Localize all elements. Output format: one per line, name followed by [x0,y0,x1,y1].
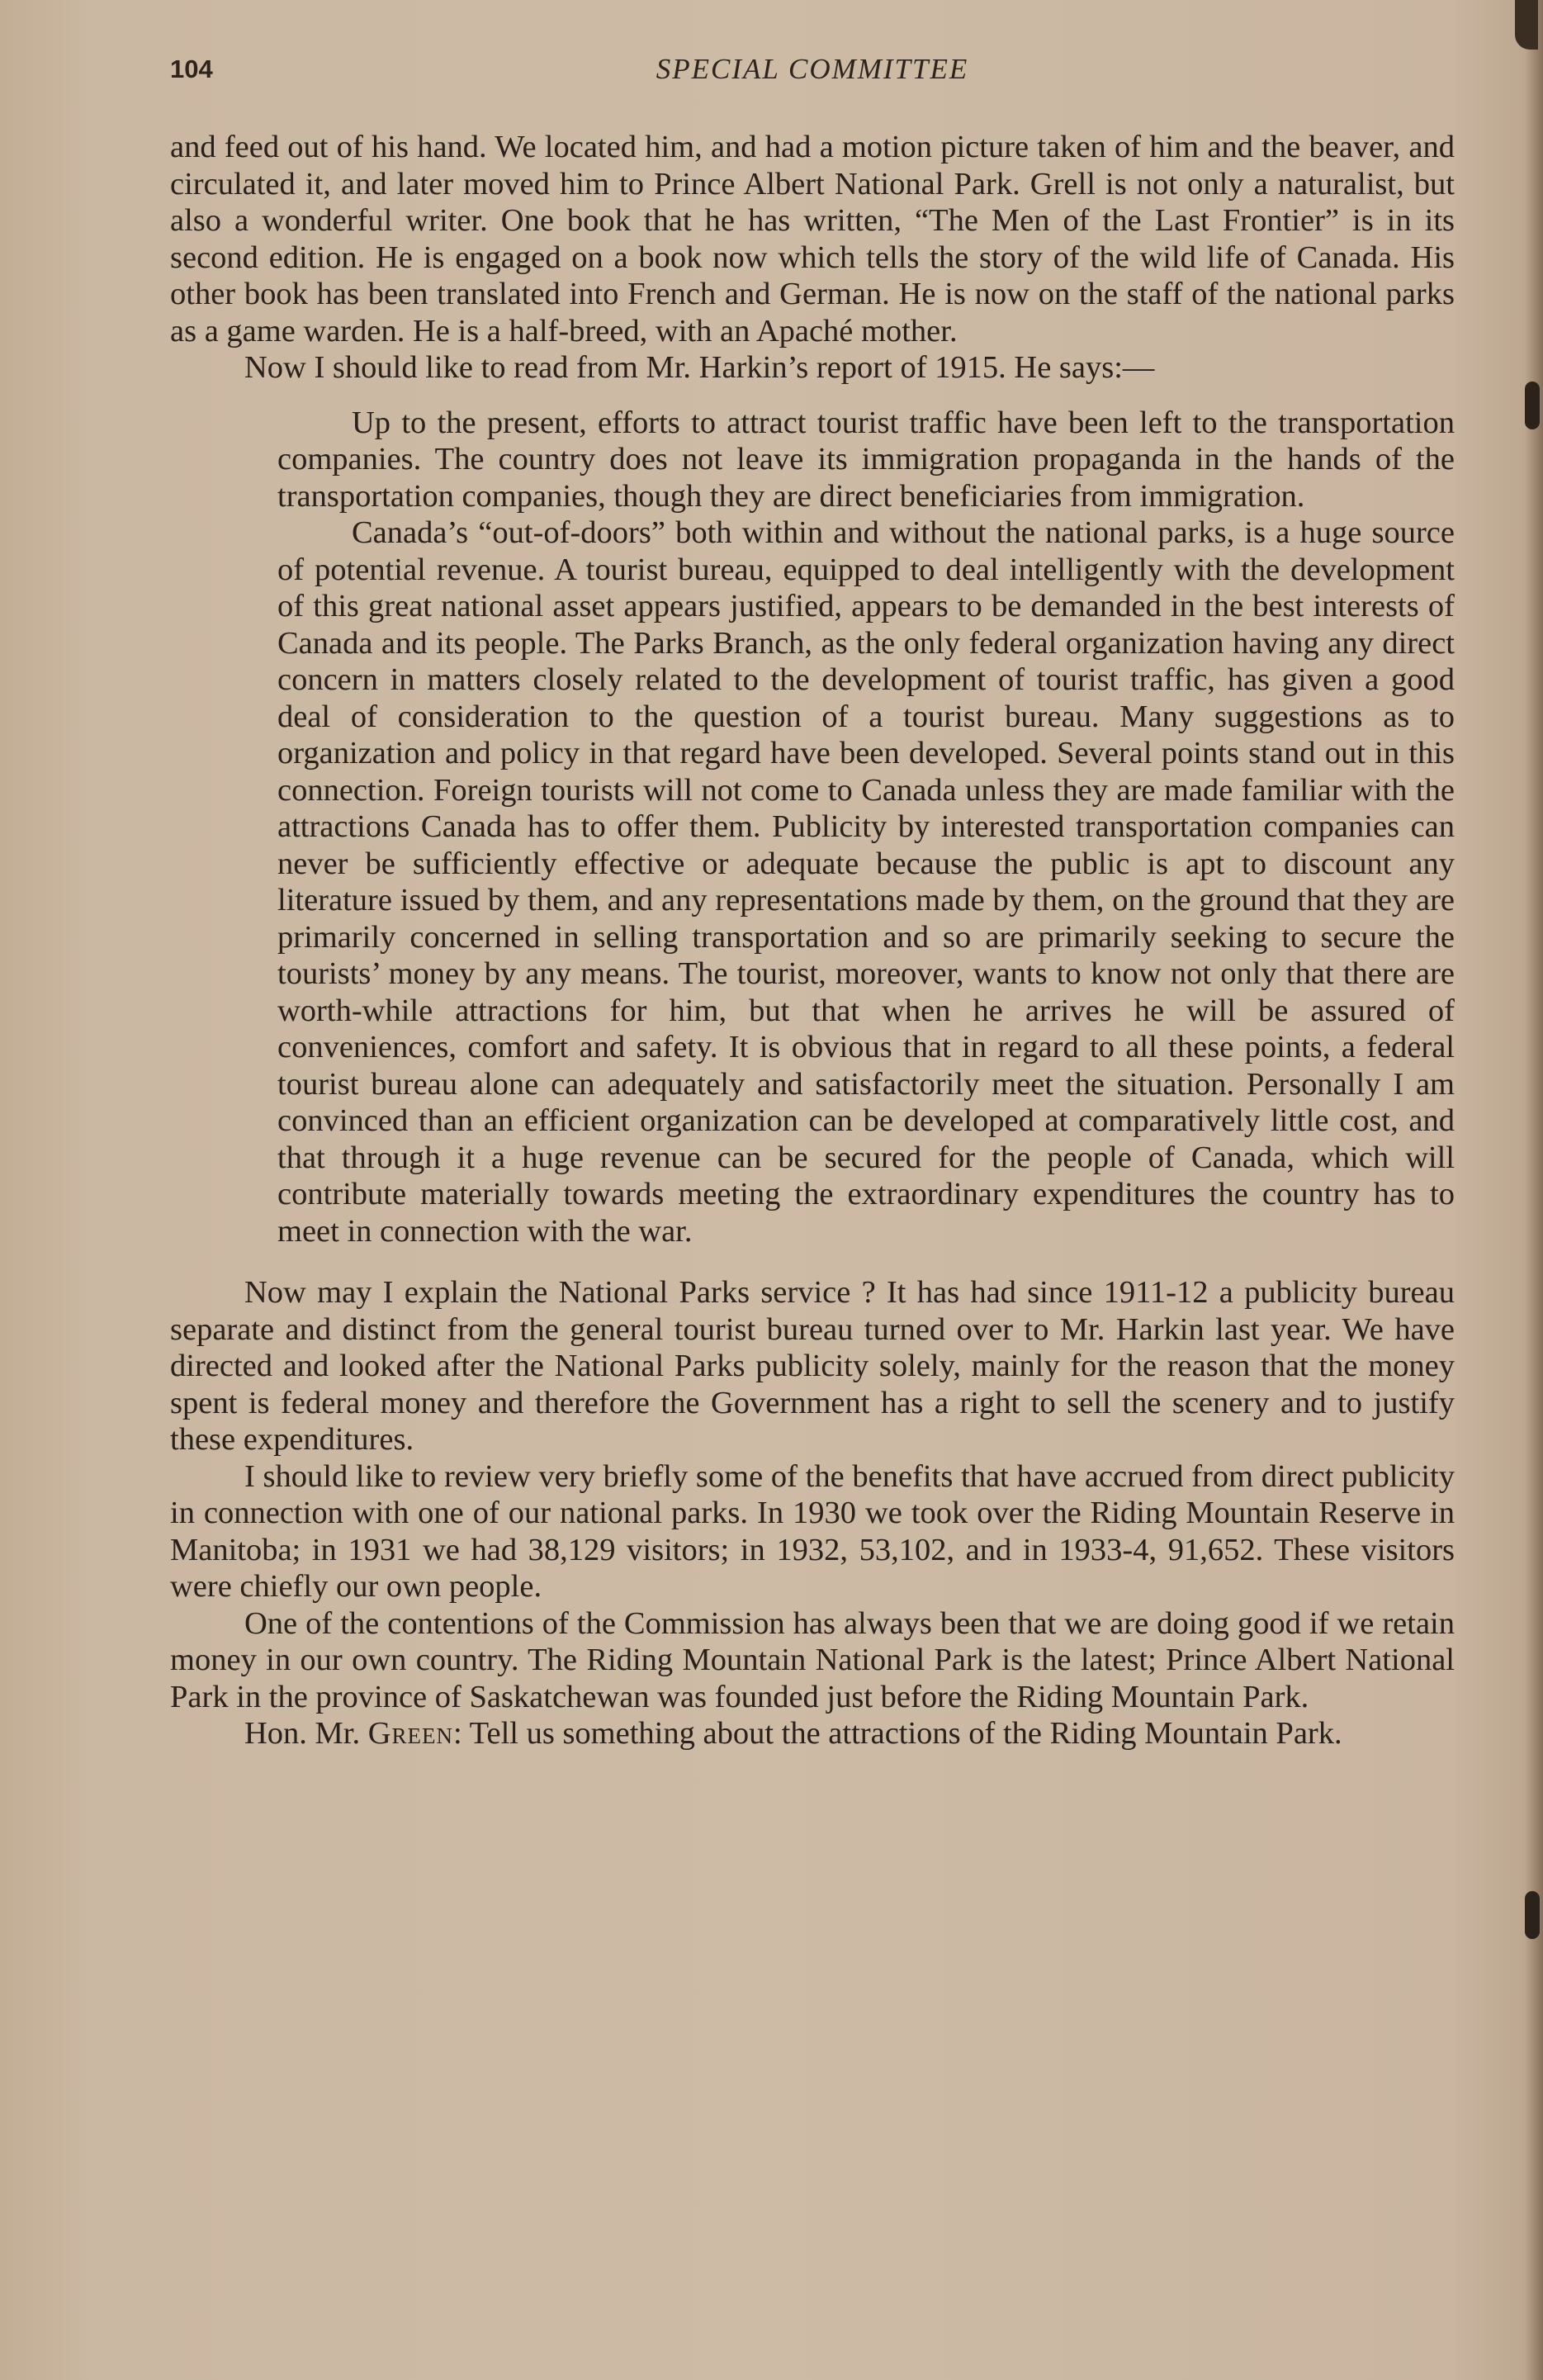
page-number: 104 [170,55,213,83]
page-header [170,51,1455,91]
paragraph-6 [170,1715,1455,1752]
paragraph-1: and feed out of his hand. We located him, and had a motion picture taken of him and the beaver, and circulated it, and later moved him to Prince Albert National Park. Grell is not only a naturalist, but also a wonderful writer. One book that he has written, “The Men of the Last Frontier” is in its second edition. He is engaged on a book now which tells the story of the wild life of Canada. His other book has been translated into French and German. He is now on the staff of the national parks as a game warden. He is a half-breed, with an Apaché mother. [170,130,1455,348]
page-body [170,129,1455,1752]
binding-hole-top [1525,382,1540,429]
page-edge-shadow [1525,0,1543,2380]
block-quote [277,405,1455,1250]
quote-paragraph-1: Up to the present, efforts to attract tourist traffic have been left to the transportation companies. The country does not leave its immigration propaganda in the hands of the transportation companies, though they are direct beneficiaries from immigration. [277,405,1455,514]
binding-hole-bottom [1525,1891,1540,1939]
paragraph-4: I should like to review very briefly some of the benefits that have accrued from direct publicity in connection with one of our national parks. In 1930 we took over the Riding Mountain Reserve in Manitoba; in 1931 we had 38,129 visitors; in 1932, 53,102, and in 1933-4, 91,652. These visitors were chiefly our own people. [170,1458,1455,1604]
binding-corner [1515,0,1538,50]
speaker-remark: : Tell us something about the attractions of the Riding Mountain Park. [453,1716,1342,1751]
paragraph-5: One of the contentions of the Commission has always been that we are doing good if we retain money in our own country. The Riding Mountain National Park is the latest; Prince Albert National Park in the province of Saskatchewan was founded just before the Riding Mountain Park. [170,1605,1455,1714]
paragraph-3: Now may I explain the National Parks service ? It has had since 1911-12 a publicity bureau separate and distinct from the general tourist bureau turned over to Mr. Harkin last year. We have directed and looked after the National Parks publicity solely, mainly for the reason that the money spent is federal money and therefore the Government has a right to sell the scenery and to justify these expenditures. [170,1275,1455,1457]
running-head: SPECIAL COMMITTEE [656,53,969,85]
paragraph-2: Now I should like to read from Mr. Harkin’s report of 1915. He says:— [244,350,1155,385]
speaker-prefix: Hon. Mr. [244,1716,361,1751]
speaker-name: Green [367,1716,454,1751]
quote-paragraph-2: Canada’s “out-of-doors” both within and without the national parks, is a huge source of potential revenue. A tourist bureau, equipped to deal intelligently with the development of this great national asset appears justified, appears to be demanded in the best interests of Canada and its people. The Parks Branch, as the only federal organization having any direct concern in matters closely related to the development of tourist traffic, has given a good deal of consideration to the question of a tourist bureau. Many suggestions as to organization and policy in that regard have been developed. Several points stand out in this connection. Foreign tourists will not come to Canada unless they are made familiar with the attractions Canada has to offer them. Publicity by interested transportation companies can never be sufficiently effective or adequate because the public is apt to discount any literature issued by them, and any representations made by them, on the ground that they are primarily concerned in selling transportation and so are primarily seeking to secure the tourists’ money by any means. The tourist, moreover, wants to know not only that there are worth-while attractions for him, but that when he arrives he will be assured of conveniences, comfort and safety. It is obvious that in regard to all these points, a federal tourist bureau alone can adequately and satisfactorily meet the situation. Personally I am convinced than an efficient organization can be developed at comparatively little cost, and that through it a huge revenue can be secured for the people of Canada, which will contribute materially towards meeting the extraordinary expenditures the country has to meet in connection with the war. [277,515,1455,1249]
